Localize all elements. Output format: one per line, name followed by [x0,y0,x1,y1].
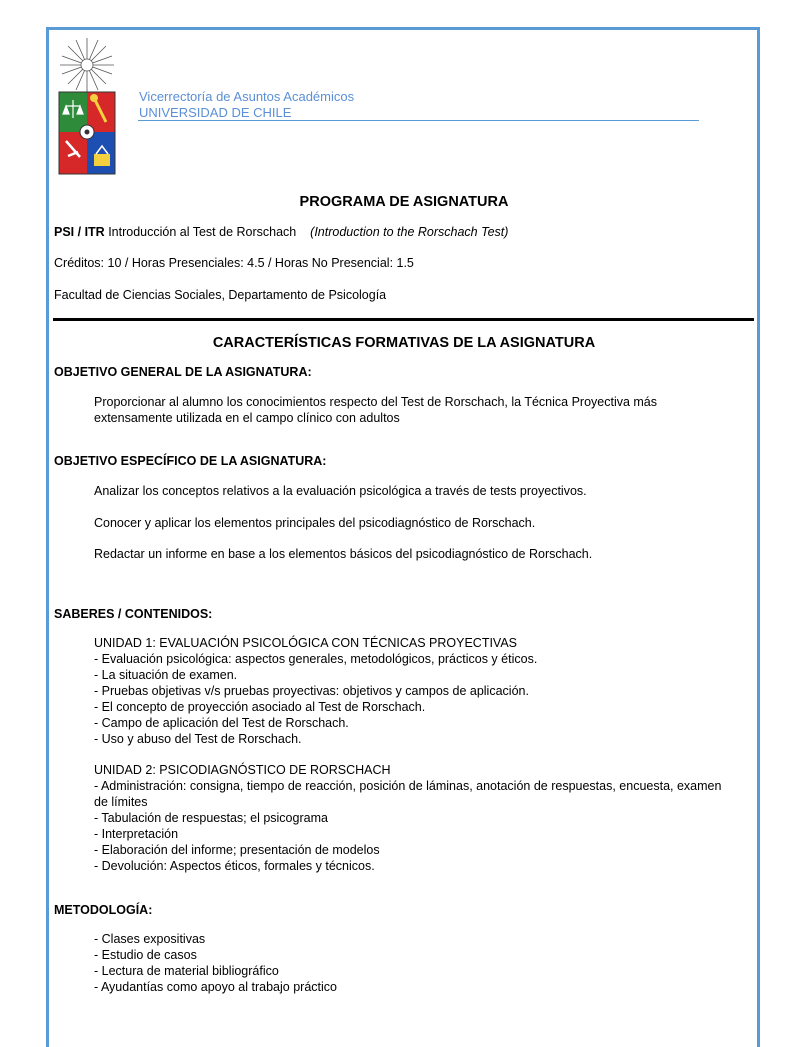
list-item: - Estudio de casos [94,948,197,962]
general-objective-line-2: extensamente utilizada en el campo clínico con adultos [94,411,400,425]
unit-1-list [94,635,734,747]
unit-1-title: UNIDAD 1: EVALUACIÓN PSICOLÓGICA CON TÉCNICAS PROYECTIVAS [94,636,518,650]
list-item: - Devolución: Aspectos éticos, formales y técnicos. [94,859,375,873]
specific-objective-heading: OBJETIVO ESPECÍFICO DE LA ASIGNATURA: [54,454,327,468]
list-item: - Tabulación de respuestas; el psicograma [94,811,328,825]
contents-heading: SABERES / CONTENIDOS: [54,607,213,621]
course-line [54,225,508,239]
faculty-line: Facultad de Ciencias Sociales, Departamento de Psicología [54,288,387,302]
general-objective-text [94,394,657,426]
unit-2-list [94,762,734,874]
list-item: - Elaboración del informe; presentación de modelos [94,843,380,857]
specific-objective-1: Analizar los conceptos relativos a la evaluación psicológica a través de tests proyectivos. [94,484,587,498]
general-objective-heading: OBJETIVO GENERAL DE LA ASIGNATURA: [54,365,312,379]
general-objective-line-1: Proporcionar al alumno los conocimientos respecto del Test de Rorschach, la Técnica Proyectiva más [94,395,658,409]
list-item: - Campo de aplicación del Test de Rorschach. [94,716,349,730]
page-border [46,27,760,1047]
specific-objective-2: Conocer y aplicar los elementos principales del psicodiagnóstico de Rorschach. [94,516,536,530]
characteristics-title: CARACTERÍSTICAS FORMATIVAS DE LA ASIGNATURA [212,335,596,351]
methodology-list [94,931,734,995]
unit-2-title: UNIDAD 2: PSICODIAGNÓSTICO DE RORSCHACH [94,763,391,777]
list-item: - Evaluación psicológica: aspectos generales, metodológicos, prácticos y éticos. [94,652,538,666]
university-crest-icon [56,36,118,176]
list-item: - Ayudantías como apoyo al trabajo práctico [94,980,337,994]
list-item: - Pruebas objetivas v/s pruebas proyectivas: objetivos y campos de aplicación. [94,684,529,698]
course-code: PSI / ITR [54,225,105,239]
org-line-2: UNIVERSIDAD DE CHILE [139,105,292,120]
list-item: - Interpretación [94,827,179,841]
list-item: - Administración: consigna, tiempo de reacción, posición de láminas, anotación de respuestas, encuesta, examen de límites [94,779,722,809]
course-name-en: (Introduction to the Rorschach Test) [310,225,509,239]
program-title: PROGRAMA DE ASIGNATURA [299,194,509,210]
list-item: - El concepto de proyección asociado al Test de Rorschach. [94,700,426,714]
course-name: Introducción al Test de Rorschach [108,225,297,239]
list-item: - Lectura de material bibliográfico [94,964,279,978]
list-item: - La situación de examen. [94,668,238,682]
specific-objective-3: Redactar un informe en base a los elementos básicos del psicodiagnóstico de Rorschach. [94,547,593,561]
list-item: - Clases expositivas [94,932,206,946]
org-line-1: Vicerrectoría de Asuntos Académicos [139,89,355,104]
methodology-heading: METODOLOGÍA: [54,903,153,917]
header-underline [138,120,699,121]
organization-header [139,89,699,121]
list-item: - Uso y abuso del Test de Rorschach. [94,732,302,746]
section-divider [53,318,754,321]
credits-line: Créditos: 10 / Horas Presenciales: 4.5 / Horas No Presencial: 1.5 [54,256,414,270]
